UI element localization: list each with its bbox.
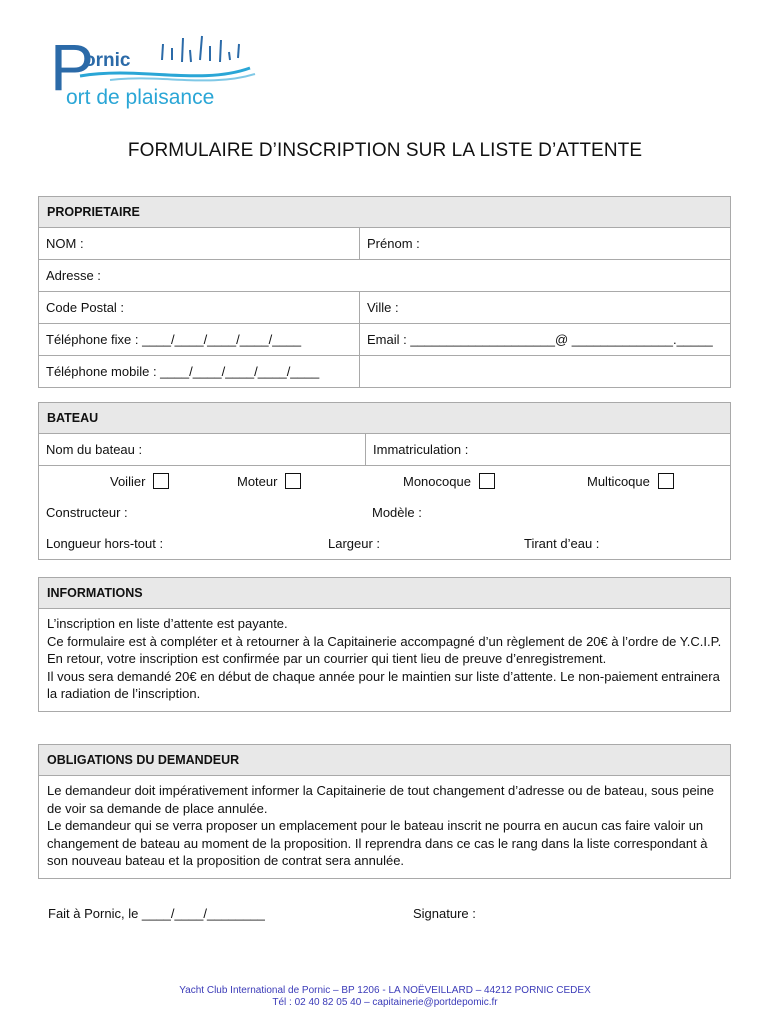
voilier-option[interactable] bbox=[110, 466, 169, 497]
monocoque-option[interactable] bbox=[403, 466, 495, 497]
email-field[interactable]: Email : ____________________@ ______________._____ bbox=[359, 324, 730, 355]
moteur-label: Moteur bbox=[237, 474, 278, 489]
obligations-section bbox=[38, 744, 731, 879]
obligations-header: OBLIGATIONS DU DEMANDEUR bbox=[39, 745, 730, 776]
multicoque-option[interactable] bbox=[587, 466, 674, 497]
info-line: En retour, votre inscription est confirmée par un courrier qui tient lieu de preuve d’enregistrement. bbox=[47, 651, 607, 666]
largeur-field[interactable]: Largeur : bbox=[328, 536, 381, 551]
obligations-text bbox=[39, 776, 730, 878]
fait-a-pornic[interactable]: Fait à Pornic, le ____/____/________ bbox=[48, 906, 265, 921]
telephone-fixe-field[interactable]: Téléphone fixe : ____/____/____/____/____ bbox=[46, 332, 302, 347]
logo-letter: P bbox=[50, 32, 95, 104]
bateau-nom-row bbox=[39, 434, 730, 466]
bateau-section bbox=[38, 402, 731, 560]
adresse-field[interactable]: Adresse : bbox=[46, 268, 101, 283]
longueur-field[interactable]: Longueur hors-tout : bbox=[46, 536, 164, 551]
footer bbox=[0, 985, 770, 1009]
info-line: Ce formulaire est à compléter et à retourner à la Capitainerie accompagné d’un règlement de 20€ à l’ordre de Y.C.I.P. bbox=[47, 633, 722, 649]
adresse-row bbox=[39, 260, 730, 292]
dimensions-row bbox=[39, 528, 730, 559]
moteur-option[interactable] bbox=[237, 466, 301, 497]
ville-field[interactable]: Ville : bbox=[359, 292, 730, 323]
logo-text-1: ornic bbox=[84, 50, 131, 71]
bateau-header: BATEAU bbox=[39, 403, 730, 434]
logo-reeds bbox=[162, 36, 239, 62]
voilier-checkbox[interactable] bbox=[153, 473, 169, 489]
monocoque-checkbox[interactable] bbox=[479, 473, 495, 489]
mobile-row bbox=[39, 356, 730, 387]
informations-text bbox=[39, 609, 730, 711]
empty-cell bbox=[359, 356, 730, 387]
constructeur-field[interactable]: Constructeur : bbox=[46, 505, 128, 520]
modele-field[interactable]: Modèle : bbox=[372, 505, 422, 520]
type-row bbox=[39, 466, 730, 497]
constructeur-row bbox=[39, 497, 730, 528]
proprietaire-section bbox=[38, 196, 731, 388]
informations-section bbox=[38, 577, 731, 712]
nom-field[interactable]: NOM : bbox=[46, 236, 84, 251]
monocoque-label: Monocoque bbox=[403, 474, 471, 489]
telephone-row bbox=[39, 324, 730, 356]
footer-address: Yacht Club International de Pornic – BP 1206 - LA NOËVEILLARD – 44212 PORNIC CEDEX bbox=[179, 985, 591, 996]
prenom-field[interactable]: Prénom : bbox=[359, 228, 730, 259]
obligation-line: Le demandeur doit impérativement informer la Capitainerie de tout changement d’adresse ou de bateau, sous peine de voir sa demande de place annulée. bbox=[47, 783, 715, 816]
pornic-logo bbox=[50, 32, 260, 112]
signature-label[interactable]: Signature : bbox=[413, 906, 476, 921]
code-postal-row bbox=[39, 292, 730, 324]
telephone-mobile-field[interactable]: Téléphone mobile : ____/____/____/____/____ bbox=[46, 364, 320, 379]
footer-contact: Tél : 02 40 82 05 40 – capitainerie@portdepomic.fr bbox=[272, 997, 498, 1008]
nom-row bbox=[39, 228, 730, 260]
proprietaire-header: PROPRIETAIRE bbox=[39, 197, 730, 228]
immatriculation-field[interactable]: Immatriculation : bbox=[365, 434, 730, 465]
tirant-field[interactable]: Tirant d’eau : bbox=[524, 536, 600, 551]
logo-text-2: ort de plaisance bbox=[66, 86, 215, 109]
info-line: L’inscription en liste d’attente est payante. bbox=[47, 616, 288, 631]
code-postal-field[interactable]: Code Postal : bbox=[46, 300, 125, 315]
nom-bateau-field[interactable]: Nom du bateau : bbox=[46, 442, 143, 457]
multicoque-checkbox[interactable] bbox=[658, 473, 674, 489]
info-line: Il vous sera demandé 20€ en début de chaque année pour le maintien sur liste d’attente. Le non-paiement entrainera la radiation de l’inscription. bbox=[47, 668, 720, 701]
voilier-label: Voilier bbox=[110, 474, 146, 489]
obligation-line: Le demandeur qui se verra proposer un emplacement pour le bateau inscrit ne pourra en aucun cas faire valoir un changement de bateau au moment de la proposition. Il reprendra dans ce cas le rang dans la liste correspondant à son nouveau bateau et la proposition de contrat sera annulée. bbox=[47, 818, 708, 868]
form-title: FORMULAIRE D’INSCRIPTION SUR LA LISTE D’ATTENTE bbox=[127, 140, 643, 161]
informations-header: INFORMATIONS bbox=[39, 578, 730, 609]
multicoque-label: Multicoque bbox=[587, 474, 650, 489]
moteur-checkbox[interactable] bbox=[285, 473, 301, 489]
